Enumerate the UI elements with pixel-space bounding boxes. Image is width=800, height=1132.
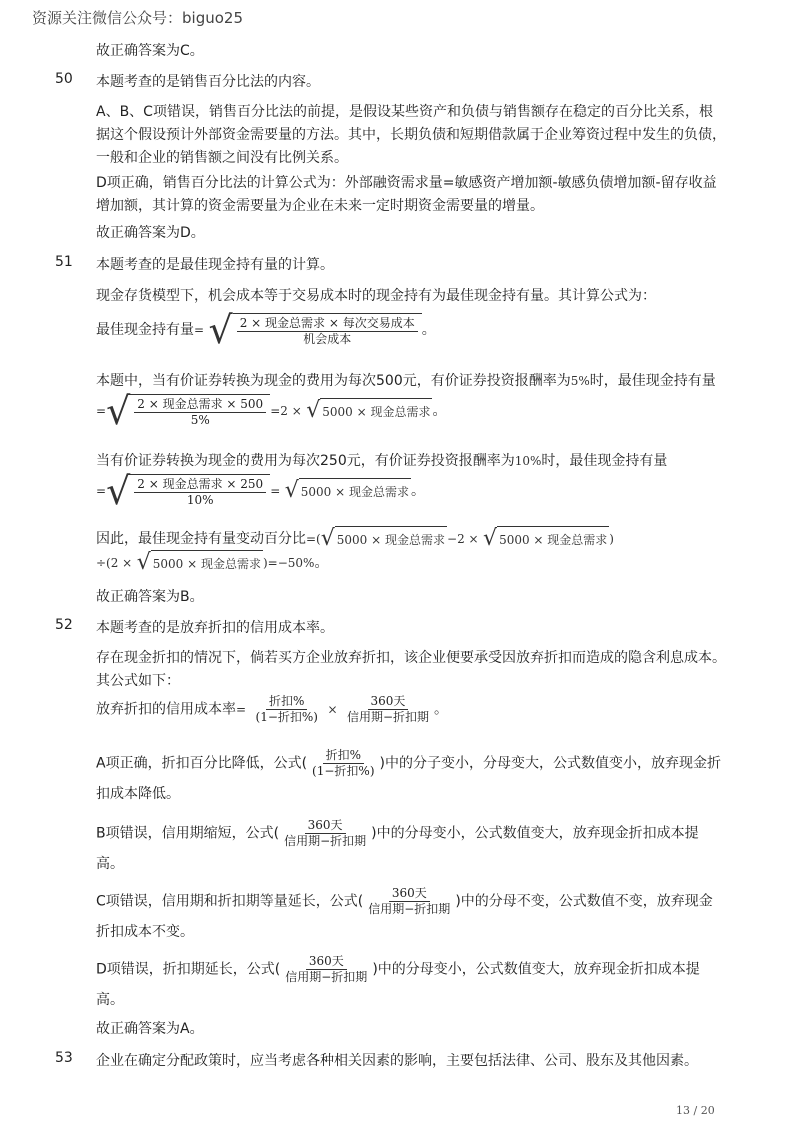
option-b-explanation: B项错误，信用期缩短，公式( 360天 信用期−折扣期 )中的分母变小，公式数值变大，放弃现金折扣成本提高。 xyxy=(96,818,699,872)
question-number: 51 xyxy=(55,254,73,270)
sqrt-expression: √ 2 × 现金总需求 × 每次交易成本 机会成本 xyxy=(209,311,422,349)
question-title: 本题考查的是最佳现金持有量的计算。 xyxy=(96,257,334,273)
option-d-explanation: D项错误，折扣期延长，公式( 360天 信用期−折扣期 )中的分母变小，公式数值变大，放弃现金折扣成本提高。 xyxy=(96,954,700,1008)
explanation-paragraph: 本题中，当有价证券转换为现金的费用为每次500元，有价证券投资报酬率为5%时，最佳现金持有量 xyxy=(96,373,716,389)
explanation-paragraph: 存在现金折扣的情况下，倘若买方企业放弃折扣，该企业便要承受因放弃折扣而造成的隐含利息成本。其公式如下： xyxy=(96,650,726,689)
radical-icon: √ xyxy=(320,526,335,551)
answer-line: 故正确答案为D。 xyxy=(96,225,205,241)
question-title: 企业在确定分配政策时，应当考虑各种相关因素的影响，主要包括法律、公司、股东及其他因素。 xyxy=(96,1053,698,1069)
formula-label: 最佳现金持有量 xyxy=(96,322,194,338)
question-title: 本题考查的是销售百分比法的内容。 xyxy=(96,74,320,90)
explanation-paragraph: 现金存货模型下，机会成本等于交易成本时的现金持有为最佳现金持有量。其计算公式为： xyxy=(96,288,656,304)
watermark-header: 资源关注微信公众号：biguo25 xyxy=(32,9,243,27)
option-a-explanation: A项正确，折扣百分比降低，公式( 折扣% (1−折扣%) )中的分子变小，分母变大，公式数值变小，放弃现金折扣成本降低。 xyxy=(96,748,721,802)
answer-line: 故正确答案为A。 xyxy=(96,1021,204,1037)
radical-icon: √ xyxy=(136,550,151,575)
q49-answer: 故正确答案为C。 xyxy=(96,43,204,59)
question-title: 本题考查的是放弃折扣的信用成本率。 xyxy=(96,620,334,636)
question-number: 53 xyxy=(55,1050,73,1066)
option-c-explanation: C项错误，信用期和折扣期等量延长，公式( 360天 信用期−折扣期 )中的分母不变，公式数值不变，放弃现金折扣成本不变。 xyxy=(96,886,713,940)
formula-credit-cost-rate: 放弃折扣的信用成本率= 折扣% (1−折扣%) × 360天 信用期−折扣期 。 xyxy=(96,694,449,724)
explanation-paragraph: D项正确，销售百分比法的计算公式为：外部融资需求量=敏感资产增加额-敏感负债增加额-留存收益增加额，其计算的资金需要量为企业在未来一定时期资金需要量的增量。 xyxy=(96,175,717,214)
question-number: 52 xyxy=(55,617,73,633)
radical-icon: √ xyxy=(208,308,233,352)
formula-percent-change-line2: ÷(2 × √ 5000 × 现金总需求 )=−50%。 xyxy=(96,550,329,575)
explanation-paragraph: 当有价证券转换为现金的费用为每次250元，有价证券投资报酬率为10%时，最佳现金持有量 xyxy=(96,453,668,469)
question-number: 50 xyxy=(55,71,73,87)
radical-icon: √ xyxy=(106,469,131,513)
formula-percent-change: 因此，最佳现金持有量变动百分比=( √ 5000 × 现金总需求 −2 × √ 5000 × 现金总需求 ) xyxy=(96,526,614,551)
formula-case-250: = √ 2 × 现金总需求 × 250 10% = √ 5000 × 现金总需求 。 xyxy=(96,469,425,513)
radical-icon: √ xyxy=(306,398,321,423)
page-number: 13 / 20 xyxy=(676,1104,715,1117)
radical-icon: √ xyxy=(106,389,131,433)
radical-icon: √ xyxy=(483,526,498,551)
formula-case-500: = √ 2 × 现金总需求 × 500 5% =2 × √ 5000 × 现金总需求 。 xyxy=(96,389,447,433)
radical-icon: √ xyxy=(284,478,299,503)
formula-optimal-cash: 最佳现金持有量= √ 2 × 现金总需求 × 每次交易成本 机会成本 。 xyxy=(96,308,436,352)
answer-line: 故正确答案为B。 xyxy=(96,589,204,605)
explanation-paragraph: A、B、C项错误，销售百分比法的前提，是假设某些资产和负债与销售额存在稳定的百分比关系，根据这个假设预计外部资金需要量的方法。其中，长期负债和短期借款属于企业筹资过程中发生的负债，一般和企业的销售额之间没有比例关系。 xyxy=(96,104,726,166)
